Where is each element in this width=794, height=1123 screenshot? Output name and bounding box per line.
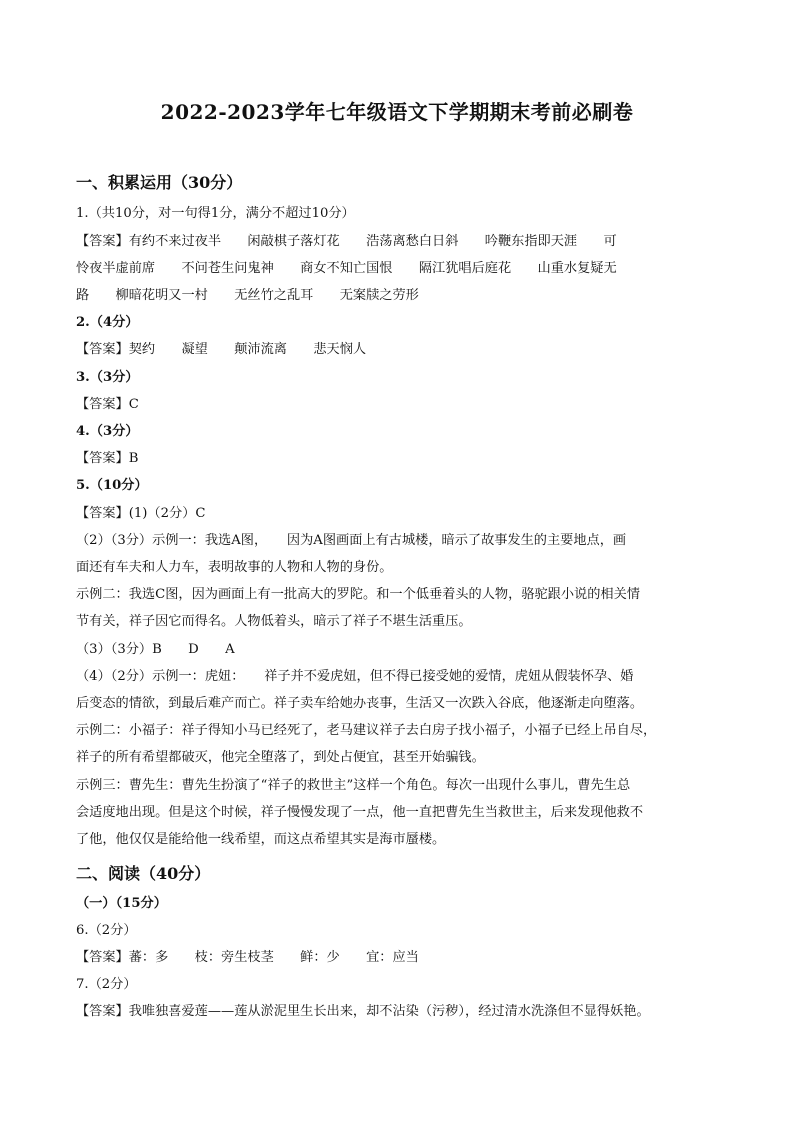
text-line: 7.（2分） (76, 977, 137, 992)
text-line: 【答案】C (76, 397, 139, 412)
text-line: 5.（10分） (76, 478, 148, 493)
section-heading-2: 二、阅读（40分） (76, 864, 211, 883)
text-line: 【答案】(1)（2分）C (76, 506, 206, 521)
text-line: 4.（3分） (76, 424, 139, 439)
text-line: 【答案】我唯独喜爱莲——莲从淤泥里生长出来，却不沾染（污秽），经过清水洗涤但不显得妖艳。 (76, 1004, 650, 1019)
text-line: 【答案】有约不来过夜半 闲敲棋子落灯花 浩荡离愁白日斜 吟鞭东指即天涯 可 (76, 234, 617, 249)
text-line: （一）（15分） (76, 896, 167, 911)
text-line: 面还有车夫和人力车，表明故事的人物和人物的身份。 (76, 560, 393, 575)
text-line: 了他，他仅仅是能给他一线希望，而这点希望其实是海市蜃楼。 (76, 832, 446, 847)
text-line: 2.（4分） (76, 315, 139, 330)
text-line: 祥子的所有希望都破灭，他完全堕落了，到处占便宜，甚至开始骗钱。 (76, 750, 485, 765)
text-line: 6.（2分） (76, 923, 137, 938)
text-line: 路 柳暗花明又一村 无丝竹之乱耳 无案牍之劳形 (76, 288, 419, 303)
page-title: 2022-2023学年七年级语文下学期期末考前必刷卷 (160, 100, 634, 124)
text-line: 1.（共10分，对一句得1分，满分不超过10分） (76, 206, 355, 221)
text-line: 【答案】契约 凝望 颠沛流离 悲天悯人 (76, 342, 367, 357)
text-line: （4）（2分）示例一：虎妞： 祥子并不爱虎妞，但不得已接受她的爱情，虎妞从假装怀孕、婚 (76, 669, 634, 684)
text-line: 会适度地出现。但是这个时候，祥子慢慢发现了一点，他一直把曹先生当救世主，后来发现他救不 (76, 805, 644, 820)
text-line: 示例三：曹先生：曹先生扮演了“祥子的救世主”这样一个角色。每次一出现什么事儿，曹先生总 (76, 778, 631, 793)
text-line: 示例二：我选C图，因为画面上有一批高大的罗陀。和一个低垂着头的人物，骆驼跟小说的相关情 (76, 587, 640, 602)
text-line: （2）（3分）示例一：我选A图， 因为A图画面上有古城楼，暗示了故事发生的主要地点，画 (76, 533, 627, 548)
text-line: （3）（3分）B D A (76, 642, 235, 657)
text-line: 【答案】蕃：多 枝：旁生枝茎 鲜：少 宜：应当 (76, 950, 419, 965)
text-line: 后变态的情欲，到最后难产而亡。祥子卖车给她办丧事，生活又一次跌入谷底，他逐渐走向堕落。 (76, 696, 644, 711)
text-line: 节有关，祥子因它而得名。人物低着头，暗示了祥子不堪生活重压。 (76, 614, 472, 629)
text-line: 怜夜半虚前席 不问苍生问鬼神 商女不知亡国恨 隔江犹唱后庭花 山重水复疑无 (76, 261, 617, 276)
text-line: 3.（3分） (76, 370, 139, 385)
section-heading-1: 一、积累运用（30分） (76, 173, 243, 192)
text-line: 示例二：小福子：祥子得知小马已经死了，老马建议祥子去白房子找小福子，小福子已经上吊自尽， (76, 723, 657, 738)
text-line: 【答案】B (76, 451, 139, 466)
